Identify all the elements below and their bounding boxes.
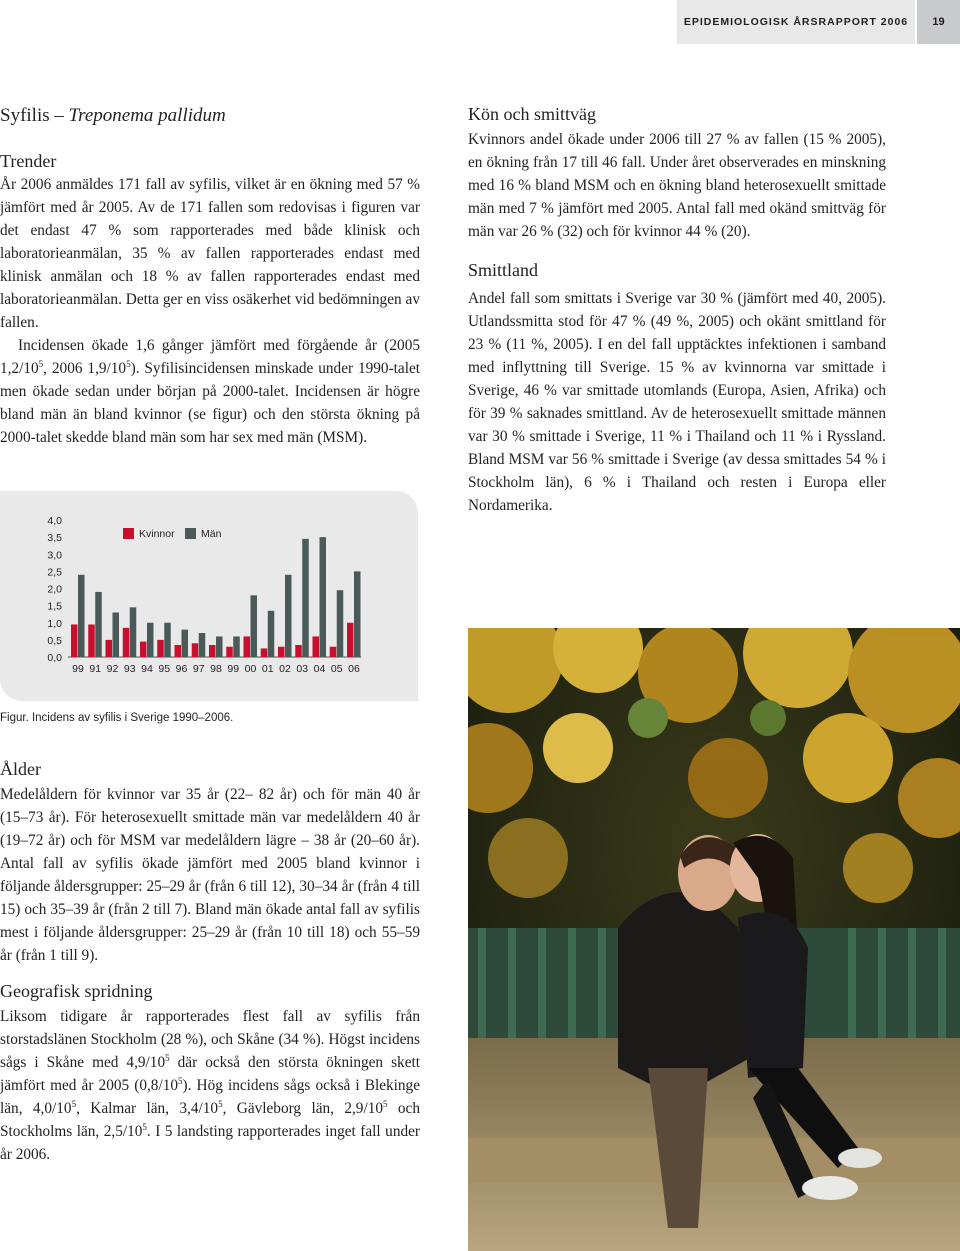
- y-tick-label: 0,5: [47, 634, 62, 647]
- y-tick-label: 1,0: [47, 617, 62, 630]
- x-tick-label: 95: [158, 663, 171, 675]
- x-tick-label: 97: [192, 663, 205, 675]
- x-tick-label: 94: [141, 663, 153, 675]
- paragraph-kon: Kvinnors andel ökade under 2006 till 27 % av fallen (15 % 2005), en ökning från 17 till 46 fall. Under året observerades en minskning med 16 % bland MSM och en ökning bland heterosexuellt smittade män med 7 % jämfört med 2005. Antal fall med okänd smittväg för män var 26 % (32) och för kvinnor 44 % (20).: [468, 131, 886, 240]
- bar-kvinnor-99: [226, 647, 233, 657]
- legend-swatch-kvinnor: [123, 528, 134, 539]
- bar-kvinnor-91: [88, 624, 95, 657]
- photo-illustration: [468, 628, 960, 1251]
- paragraph-smittland: Andel fall som smittats i Sverige var 30 % (jämfört med 40, 2005). Utlandssmitta stod för 47 % (49 %, 2005) och okänt smittland för 23 % (11 %, 2005). I en del fall upptäcktes infektionen i samband med inflyttning till Sverige. 15 % av kvinnorna var smittade i Sverige, 46 % var smittade utomlands (Europa, Asien, Afrika) och för 39 % saknades smittland. Av de heterosexuellt smittade männen var 30 % smittade i Sverige, 11 % i Thailand och 11 % i Ryssland. Bland MSM var 56 % smittade i Sverige (av dessa smittades 54 % i Stockholm län), 6 % i Thailand och resten i Europa eller Nordamerika.: [468, 290, 886, 514]
- x-tick-label: 93: [123, 663, 136, 675]
- right-column: [468, 103, 886, 517]
- left-column-top: [0, 104, 420, 449]
- heading-trender: Trender: [0, 151, 57, 171]
- y-tick-label: 2,0: [47, 583, 62, 596]
- x-tick-label: 99: [227, 663, 240, 675]
- bar-män-94: [147, 623, 154, 657]
- figure-caption: Figur. Incidens av syfilis i Sverige 1990–2006.: [0, 712, 234, 724]
- heading-alder: Ålder: [0, 759, 41, 779]
- bar-kvinnor-04: [313, 636, 320, 657]
- x-tick-label: 02: [279, 663, 291, 675]
- bar-män-91: [95, 592, 102, 657]
- running-header-title: EPIDEMIOLOGISK ÅRSRAPPORT 2006: [677, 0, 915, 44]
- y-tick-label: 0,0: [47, 652, 62, 664]
- chart-panel: [0, 491, 418, 701]
- bar-kvinnor-05: [330, 647, 337, 657]
- x-tick-label: 01: [261, 663, 274, 675]
- heading-smittland: Smittland: [468, 260, 539, 280]
- bar-män-99: [233, 636, 240, 657]
- bar-kvinnor-03: [295, 645, 302, 657]
- section-title: Syfilis – Treponema pallidum: [0, 105, 226, 126]
- heading-kon-och-smittvag: Kön och smittväg: [468, 104, 596, 124]
- bar-kvinnor-95: [157, 640, 164, 657]
- bar-män-97: [199, 633, 206, 657]
- x-tick-label: 05: [330, 663, 343, 675]
- x-tick-label: 00: [244, 663, 257, 675]
- bar-män-01: [268, 611, 275, 657]
- y-tick-label: 4,0: [47, 515, 62, 527]
- x-tick-label: 06: [348, 663, 360, 675]
- x-tick-label: 04: [313, 663, 326, 675]
- incidence-bar-chart: [0, 491, 418, 701]
- x-tick-label: 99: [72, 663, 84, 675]
- y-tick-label: 3,0: [47, 549, 62, 562]
- heading-geografisk: Geografisk spridning: [0, 981, 153, 1001]
- bar-män-02: [285, 575, 292, 657]
- bar-män-99: [78, 575, 85, 657]
- paragraph-trender-1: År 2006 anmäldes 171 fall av syfilis, vilket är en ökning med 57 % jämfört med år 2005. Av de 171 fallen som redovisas i figuren var det endast 47 % som rapporterades med både klinisk och laboratorieanmälan, 35 % av fallen rapporterades endast med klinisk anmälan och 18 % av fallen rapporterades endast med laboratorieanmälan. Detta ger en viss osäkerhet vid bedömningen av fallen.: [0, 176, 420, 331]
- bar-kvinnor-92: [106, 640, 113, 657]
- bar-kvinnor-97: [192, 643, 199, 657]
- bar-kvinnor-06: [347, 623, 354, 657]
- legend-label-kvinnor: Kvinnor: [139, 528, 175, 540]
- legend-swatch-män: [185, 528, 196, 539]
- paragraph-alder: Medelåldern för kvinnor var 35 år (22– 82 år) och för män 40 år (15–73 år). För heterosexuellt smittade män var medelåldern 40 år (19–72 år) och för MSM var medelåldern lägre – 38 år (20–60 år). Antal fall av syfilis ökade jämfört med 2005 bland kvinnor i följande åldersgrupper: 25–29 år (från 6 till 12), 30–34 år (från 4 till 15) och 35–39 år (från 2 till 7). Bland män ökade antal fall av syfilis mest i följande åldersgrupper: 25–29 år (från 10 till 18) och 55–59 år (från 1 till 9).: [0, 786, 420, 964]
- bar-män-05: [337, 590, 344, 657]
- bar-kvinnor-99: [71, 624, 78, 657]
- legend-label-män: Män: [201, 528, 222, 540]
- bar-män-98: [216, 636, 223, 657]
- x-tick-label: 91: [89, 663, 102, 675]
- bar-män-04: [320, 537, 327, 657]
- y-tick-label: 3,5: [47, 532, 62, 545]
- section-title-italic: Treponema pallidum: [68, 105, 226, 126]
- x-tick-label: 98: [210, 663, 222, 675]
- y-tick-label: 2,5: [47, 566, 62, 579]
- bar-kvinnor-94: [140, 642, 147, 657]
- paragraph-geografisk: Liksom tidigare år rapporterades flest fall av syfilis från storstadslänen Stockholm (28 %), och Skåne (34 %). Högst incidens sågs i Skåne med $4,9/10^5$ där också den största ökningen skett jämfört med år 2005 $(0,8/10^5)$. Hög incidens sågs också i Blekinge län, $4,0/10^5$, Kalmar län, $3,4/10^5$, Gävleborg län, $2,9/10^5$ och Stockholms län, $2,5/10^5$. I 5 landsting rapporterades inget fall under år 2006.: [0, 1008, 420, 1163]
- bar-män-92: [113, 612, 120, 657]
- left-column-bottom: [0, 758, 420, 1166]
- x-tick-label: 92: [106, 663, 119, 675]
- page-number: 19: [917, 0, 960, 44]
- bar-kvinnor-96: [175, 645, 182, 657]
- bar-män-06: [354, 571, 361, 657]
- bar-män-00: [251, 595, 258, 657]
- y-tick-label: 1,5: [47, 600, 62, 613]
- bar-kvinnor-93: [123, 628, 130, 657]
- bar-kvinnor-01: [261, 648, 268, 657]
- bar-kvinnor-00: [244, 636, 251, 657]
- couple-kissing-photo: [468, 628, 960, 1251]
- x-tick-label: 03: [296, 663, 309, 675]
- x-tick-label: 96: [175, 663, 188, 675]
- bar-kvinnor-02: [278, 647, 285, 657]
- paragraph-trender-2: Incidensen ökade 1,6 gånger jämfört med förgående år (2005 $1,2/10^5$, 2006 $1,9/10^5$). Syfilisincidensen minskade under 1990-talet men ökade sedan under början på 2000-talet. Incidensen är högre bland män än bland kvinnor (se figur) och den största ökning på 2000-talet skedde bland män som har sex med män (MSM).: [0, 337, 421, 446]
- bar-kvinnor-98: [209, 645, 216, 657]
- bar-män-95: [164, 623, 171, 657]
- bar-män-03: [302, 539, 309, 657]
- bar-män-96: [182, 630, 189, 657]
- bar-män-93: [130, 607, 137, 657]
